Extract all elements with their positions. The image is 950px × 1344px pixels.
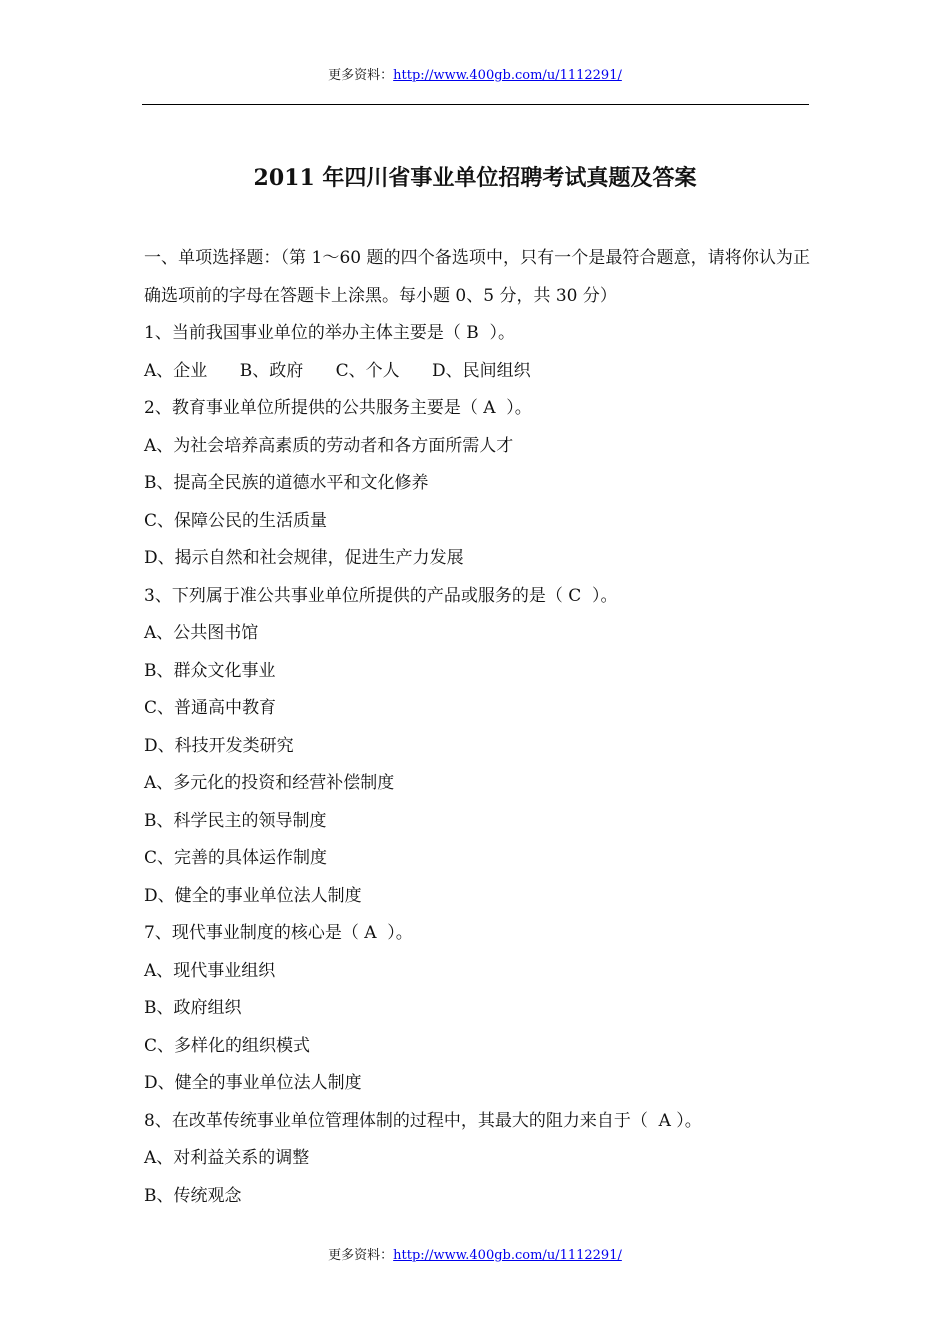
option-line: D、科技开发类研究 bbox=[144, 735, 294, 756]
option-line: B、群众文化事业 bbox=[144, 660, 276, 681]
footer-label: 更多资料： bbox=[328, 1248, 394, 1263]
question-line: 3、下列属于准公共事业单位所提供的产品或服务的是（ C ）。 bbox=[144, 585, 618, 606]
header-link[interactable]: http://www.400gb.com/u/1112291/ bbox=[393, 68, 622, 83]
option-line: D、健全的事业单位法人制度 bbox=[144, 885, 362, 906]
option-line: A、现代事业组织 bbox=[144, 960, 276, 981]
question-line: 1、当前我国事业单位的举办主体主要是（ B ）。 bbox=[144, 323, 516, 343]
option-line: B、科学民主的领导制度 bbox=[144, 810, 327, 831]
option-line: C、多样化的组织模式 bbox=[144, 1035, 311, 1056]
option-line: B、传统观念 bbox=[144, 1185, 242, 1206]
option-line: C、保障公民的生活质量 bbox=[144, 510, 328, 531]
option-line: D、揭示自然和社会规律，促进生产力发展 bbox=[144, 548, 464, 568]
document-title: 2011 年四川省事业单位招聘考试真题及答案 bbox=[253, 165, 697, 191]
option-line: B、提高全民族的道德水平和文化修养 bbox=[144, 473, 429, 493]
header-rule bbox=[142, 104, 809, 105]
question-line: 7、现代事业制度的核心是（ A ）。 bbox=[144, 923, 413, 943]
footer-link[interactable]: http://www.400gb.com/u/1112291/ bbox=[393, 1248, 622, 1263]
option-line: B、政府组织 bbox=[144, 998, 242, 1018]
question-line: 2、教育事业单位所提供的公共服务主要是（ A ）。 bbox=[144, 398, 532, 418]
page-footer bbox=[0, 1246, 950, 1266]
option-line: A、企业 B、政府 C、个人 D、民间组织 bbox=[144, 360, 531, 381]
option-line: D、健全的事业单位法人制度 bbox=[144, 1073, 362, 1093]
option-line: A、多元化的投资和经营补偿制度 bbox=[144, 773, 395, 793]
option-line: A、对利益关系的调整 bbox=[144, 1148, 310, 1168]
header-label: 更多资料： bbox=[328, 68, 394, 83]
option-line: C、普通高中教育 bbox=[144, 698, 277, 718]
option-line: A、公共图书馆 bbox=[144, 623, 259, 643]
document-body bbox=[144, 240, 810, 1215]
page-header bbox=[0, 66, 950, 86]
section-intro: 一、单项选择题：（第 1～60 题的四个备选项中，只有一个是最符合题意，请将你认为正确选项前的字母在答题卡上涂黑。每小题 0、5 分，共 30 分） bbox=[144, 248, 810, 306]
option-line: A、为社会培养高素质的劳动者和各方面所需人才 bbox=[144, 435, 514, 456]
question-line: 8、在改革传统事业单位管理体制的过程中，其最大的阻力来自于（ A ）。 bbox=[144, 1110, 702, 1131]
option-line: C、完善的具体运作制度 bbox=[144, 848, 328, 868]
